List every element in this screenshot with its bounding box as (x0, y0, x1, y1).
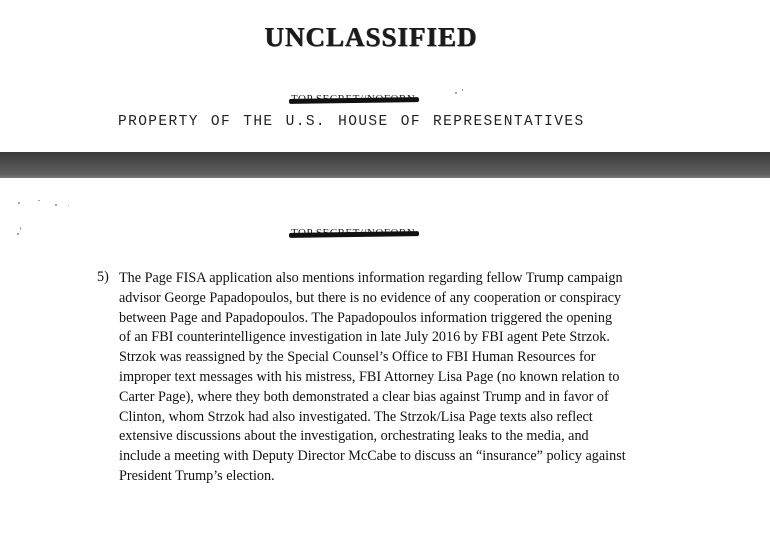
scan-speck (462, 89, 463, 91)
page-divider-bar (0, 152, 770, 178)
paragraph-line: Strzok was reassigned by the Special Counsel’s Office to FBI Human Resources for (119, 349, 596, 366)
paragraph-line: advisor George Papadopoulos, but there is no evidence of any cooperation or conspiracy (119, 289, 622, 306)
property-notice: PROPERTY OF THE U.S. HOUSE OF REPRESENTATIVES (118, 114, 585, 130)
scan-speck (38, 200, 40, 201)
paragraph-body (119, 269, 679, 487)
redacted-classification-marking (291, 93, 415, 105)
paragraph-line: Carter Page), where they both demonstrated a clear bias against Trump and in favor of (119, 388, 609, 405)
paragraph-line: The Page FISA application also mentions information regarding fellow Trump campaign (119, 270, 623, 286)
paragraph-line: improper text messages with his mistress, FBI Attorney Lisa Page (no known relation to (119, 368, 620, 385)
paragraph-line: between Page and Papadopoulos. The Papadopoulos information triggered the opening (119, 309, 613, 326)
paragraph-line: extensive discussions about the investigation, orchestrating leaks to the media, and (119, 428, 589, 445)
document-page-top (0, 0, 770, 152)
scan-speck (20, 227, 21, 230)
paragraph-line: of an FBI counterintelligence investigation in late July 2016 by FBI agent Pete Strzok. (119, 329, 610, 346)
redacted-classification-marking (291, 227, 415, 239)
scan-speck (68, 205, 69, 206)
paragraph-line: President Trump’s election. (119, 467, 275, 484)
scan-speck (55, 204, 57, 206)
paragraph-line: Clinton, whom Strzok had also investigated. The Strzok/Lisa Page texts also reflect (119, 408, 593, 425)
scan-speck (455, 92, 457, 94)
paragraph-number: 5) (97, 269, 109, 285)
paragraph-line: include a meeting with Deputy Director McCabe to discuss an “insurance” policy against (119, 448, 626, 465)
scan-speck (18, 202, 20, 204)
classification-banner: UNCLASSIFIED (264, 22, 478, 52)
scan-speck (17, 233, 19, 235)
